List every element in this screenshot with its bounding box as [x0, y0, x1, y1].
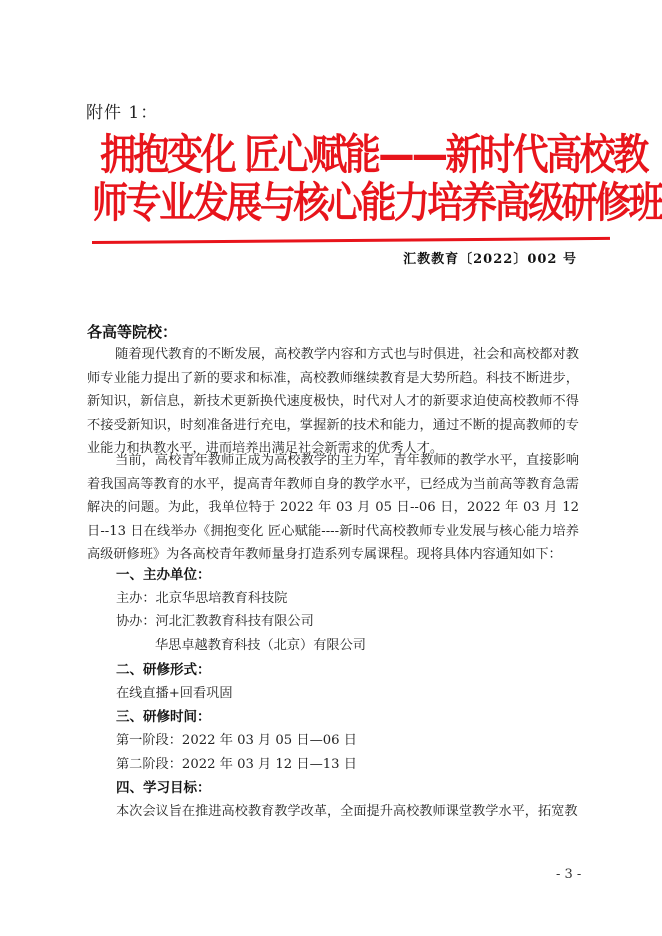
body-paragraph-2	[87, 449, 579, 567]
goals-text: 本次会议旨在推进高校教育教学改革，全面提升高校教师课堂教学水平，拓宽教	[116, 804, 578, 819]
section-heading-format: 二、研修形式：	[116, 662, 211, 678]
section-heading-schedule: 三、研修时间：	[116, 709, 211, 725]
body-paragraph-1	[87, 343, 579, 461]
salutation: 各高等院校：	[87, 323, 178, 341]
document-number: 汇教教育〔2022〕002 号	[403, 252, 577, 267]
organizer-co-host-2: 华思卓越教育科技（北京）有限公司	[155, 638, 366, 653]
paragraph-text: 当前，高校青年教师正成为高校教学的主力军，青年教师的教学水平，直接影响着我国高等教育的水平，提高青年教师自身的教学水平，已经成为当前高等教育急需解决的问题。为此，我单位特于 2022 年 03 月 05 日--06 日，2022 年 03 月 12 日--13 日在线举办《拥抱变化 匠心赋能----新时代高校教师专业发展与核心能力培养高级研修班》为各高校青年教师量身打造系列专属课程。现将具体内容通知如下：	[87, 453, 579, 562]
section-heading-goals: 四、学习目标：	[116, 780, 211, 796]
format-text: 在线直播+回看巩固	[116, 686, 233, 701]
document-title-line-2: 师专业发展与核心能力培养高级研修班	[92, 178, 662, 227]
paragraph-text: 随着现代教育的不断发展，高校教学内容和方式也与时俱进，社会和高校都对教师专业能力提出了新的要求和标准，高校教师继续教育是大势所趋。科技不断进步，新知识，新信息，新技术更新换代速度极快，时代对人才的新要求迫使高校教师不得不接受新知识，时刻准备进行充电，掌握新的技术和能力，通过不断的提高教师的专业能力和执教水平，进而培养出满足社会新需求的优秀人才。	[87, 347, 579, 456]
organizer-host: 主办：北京华思培教育科技院	[116, 591, 288, 606]
attachment-label: 附件 1：	[86, 103, 159, 123]
document-title-line-1: 拥抱变化 匠心赋能——新时代高校教	[100, 130, 647, 179]
page-number: - 3 -	[556, 867, 582, 882]
section-heading-organizers: 一、主办单位：	[116, 567, 211, 583]
schedule-phase-2: 第二阶段：2022 年 03 月 12 日—13 日	[116, 757, 357, 772]
schedule-phase-1: 第一阶段：2022 年 03 月 05 日—06 日	[116, 733, 357, 748]
organizer-co-host-1: 协办：河北汇教教育科技有限公司	[116, 614, 314, 629]
red-header-divider	[92, 237, 610, 244]
